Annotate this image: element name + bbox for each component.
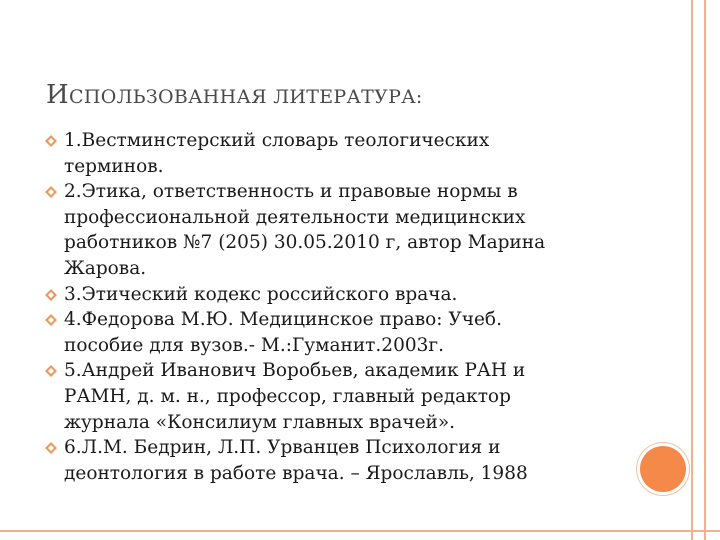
diamond-outline-icon — [44, 364, 58, 378]
list-item — [44, 282, 564, 308]
references-list — [44, 128, 564, 486]
list-item-text: 1.Вестминстерский словарь теологических терминов. — [64, 130, 490, 177]
decorative-circle — [640, 446, 686, 492]
decorative-border-line — [0, 530, 720, 532]
diamond-outline-icon — [44, 313, 58, 327]
list-item-text: 6.Л.М. Бедрин, Л.П. Урванцев Психология и деонтология в работе врача. – Ярославль, 1988 — [64, 437, 528, 484]
list-item — [44, 179, 564, 281]
list-item — [44, 128, 564, 179]
decorative-border-line — [691, 0, 693, 540]
list-item-text: 4.Федорова М.Ю. Медицинское право: Учеб. пособие для вузов.- М.:Гуманит.2003г. — [64, 309, 502, 356]
diamond-outline-icon — [44, 288, 58, 302]
list-item-text: 3.Этический кодекс российского врача. — [64, 283, 458, 305]
diamond-outline-icon — [44, 185, 58, 199]
slide-title — [46, 80, 423, 110]
decorative-border-line — [704, 0, 706, 540]
diamond-outline-icon — [44, 441, 58, 455]
title-rest: СПОЛЬЗОВАННАЯ ЛИТЕРАТУРА: — [68, 86, 423, 108]
list-item — [44, 435, 564, 486]
list-item-text: 2.Этика, ответственность и правовые нормы в профессиональной деятельности медицинских работников №7 (205) 30.05.2010 г, автор Марина Жарова. — [64, 181, 546, 279]
list-item — [44, 358, 564, 435]
title-initial: И — [46, 80, 69, 110]
list-item — [44, 307, 564, 358]
list-item-text: 5.Андрей Иванович Воробьев, академик РАН и РАМН, д. м. н., профессор, главный редактор журнала «Консилиум главных врачей». — [64, 360, 526, 433]
diamond-outline-icon — [44, 134, 58, 148]
